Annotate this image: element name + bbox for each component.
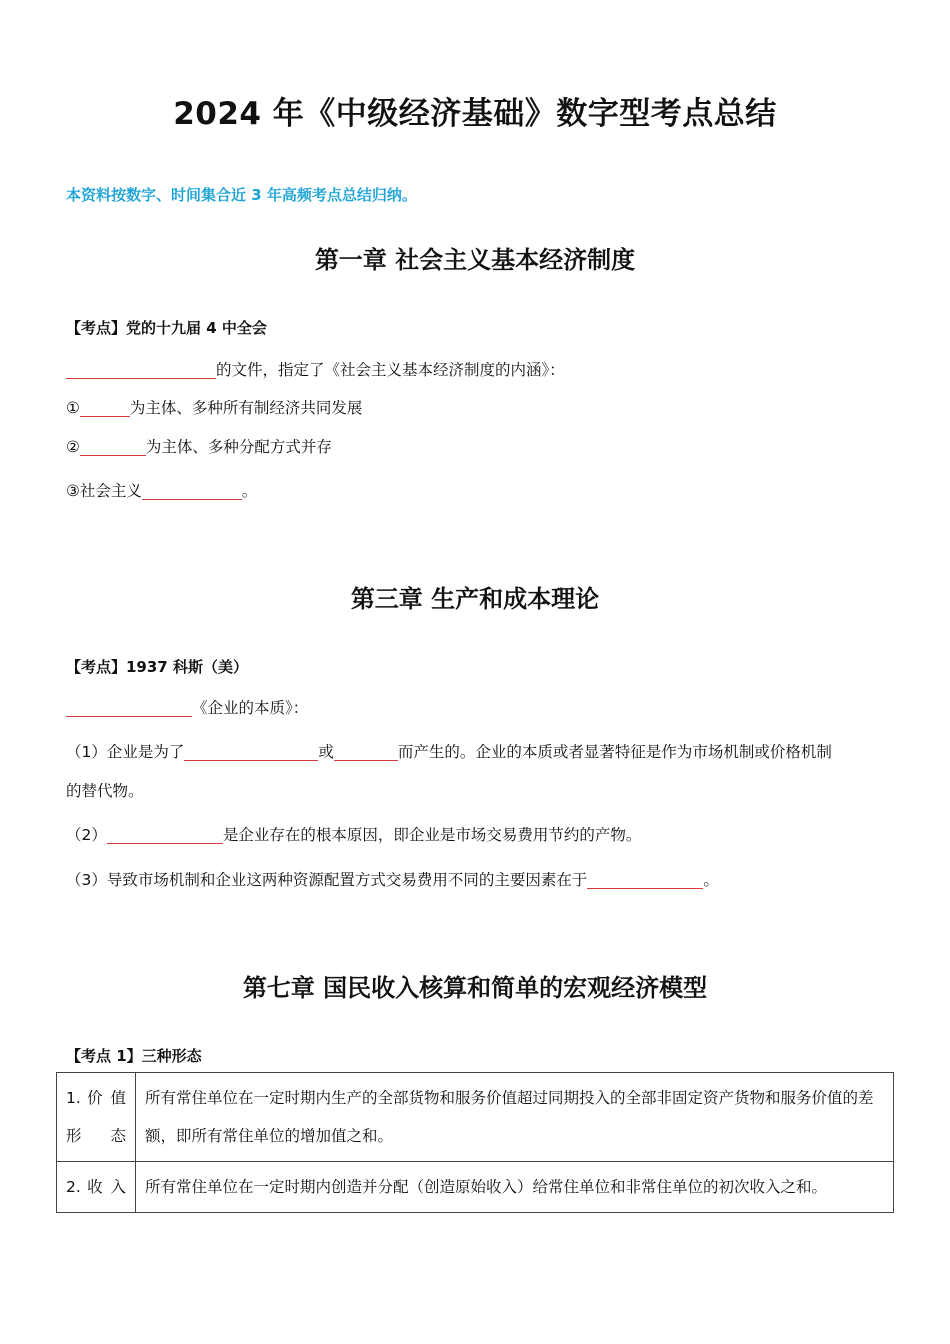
ch3-line-3-text: 是企业存在的根本原因，即企业是市场交易费用节约的产物。 (222, 826, 642, 844)
ch3-line-2-mid: 或 (318, 743, 334, 761)
fill-blank[interactable] (184, 742, 318, 761)
ch3-line-3 (66, 815, 896, 855)
fill-blank[interactable] (142, 481, 242, 500)
fill-blank[interactable] (66, 360, 216, 379)
ch1-line-2-prefix: ① (66, 399, 80, 417)
ch3-line-1-text: 《企业的本质》： (192, 699, 309, 717)
chapter-3-heading: 第三章 生产和成本理论 (350, 585, 600, 613)
ch3-line-4 (66, 860, 896, 900)
ch1-line-4-suffix: 。 (241, 482, 258, 500)
fill-blank[interactable] (80, 437, 146, 456)
ch1-line-3-prefix: ② (66, 438, 80, 456)
ch3-line-3-prefix: （2） (66, 826, 107, 844)
row-value: 所有常住单位在一定时期内创造并分配（创造原始收入）给常住单位和非常住单位的初次收入之和。 (136, 1162, 894, 1213)
ch3-line-2 (66, 732, 896, 772)
ch1-line-1 (66, 350, 896, 390)
table-row (57, 1162, 894, 1213)
ch1-line-4 (66, 471, 896, 511)
row-key: 1. 价 值 形态 (57, 1073, 136, 1162)
chapter-1-key-point: 【考点】党的十九届 4 中全会 (66, 319, 267, 337)
ch3-line-1 (66, 688, 896, 728)
table-row (57, 1073, 894, 1162)
chapter-7-key-point: 【考点 1】三种形态 (66, 1047, 202, 1065)
ch1-line-4-prefix: ③社会主义 (66, 482, 142, 500)
fill-blank[interactable] (587, 870, 703, 889)
ch3-line-4-text: （3）导致市场机制和企业这两种资源配置方式交易费用不同的主要因素在于 (66, 871, 588, 889)
three-forms-table (56, 1072, 894, 1213)
chapter-1-heading: 第一章 社会主义基本经济制度 (314, 246, 636, 274)
ch3-line-4-suffix: 。 (703, 871, 719, 889)
ch1-line-1-text: 的文件，指定了《社会主义基本经济制度的内涵》： (216, 361, 565, 379)
ch3-line-2-text: 而产生的。企业的本质或者显著特征是作为市场机制或价格机制 (397, 743, 832, 761)
ch3-line-2-continued: 的替代物。 (66, 782, 144, 800)
ch1-line-2-text: 为主体、多种所有制经济共同发展 (129, 399, 363, 417)
intro-note: 本资料按数字、时间集合近 3 年高频考点总结归纳。 (66, 186, 417, 204)
row-value: 所有常住单位在一定时期内生产的全部货物和服务价值超过同期投入的全部非固定资产货物和服务价值的差额，即所有常住单位的增加值之和。 (136, 1073, 894, 1162)
chapter-3-key-point: 【考点】1937 科斯（美） (66, 658, 248, 676)
ch1-line-3-text: 为主体、多种分配方式并存 (145, 438, 332, 456)
document-title: 2024 年《中级经济基础》数字型考点总结 (173, 96, 777, 132)
fill-blank[interactable] (334, 742, 398, 761)
row-key: 2. 收 入 (57, 1162, 136, 1213)
fill-blank[interactable] (80, 398, 130, 417)
fill-blank[interactable] (107, 825, 223, 844)
fill-blank[interactable] (66, 698, 192, 717)
ch1-line-2 (66, 388, 896, 428)
ch3-line-2-prefix: （1）企业是为了 (66, 743, 185, 761)
ch1-line-3 (66, 427, 896, 467)
chapter-7-heading: 第七章 国民收入核算和简单的宏观经济模型 (242, 974, 708, 1002)
